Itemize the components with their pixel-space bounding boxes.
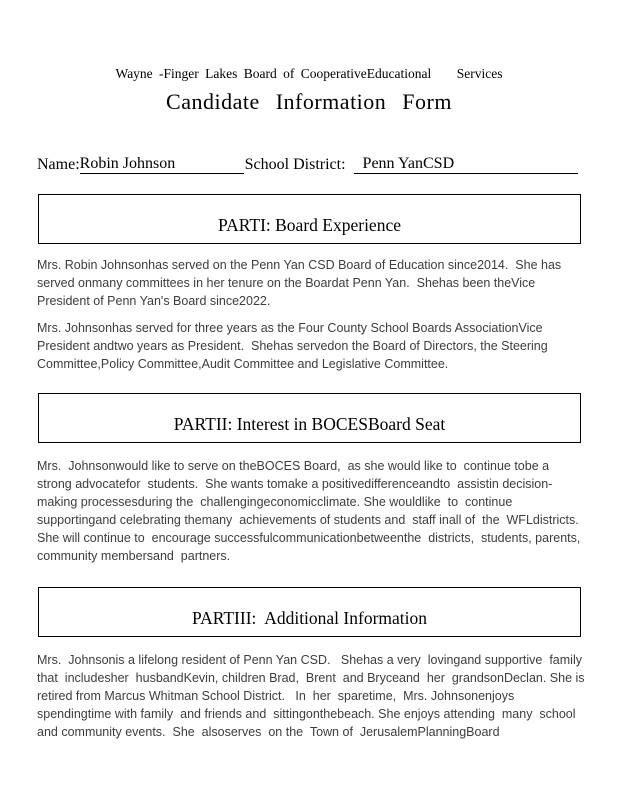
district-label: School District: [244,156,346,173]
paragraph-part3-additional: Mrs. Johnsonis a lifelong resident of Penn Yan CSD. Shehas a very lovingand supportive family that includesher husbandKevin, children Brad, Brent and Bryceand her grandsonDeclan. She is retired from Marcus Whitman School District. In her sparetime, Mrs. Johnsonenjoys spendingtime with family and friends and sittingonthebeach. She enjoys attending many school and community events. She alsoserves on the Town of JerusalemPlanningBoard [37,653,589,739]
paragraph-part1-experience: Mrs. Robin Johnsonhas served on the Penn Yan CSD Board of Education since2014. She has served onmany committees in her tenure on the Boardat Penn Yan. Shehas been theVice President of Penn Yan's Board since2022. [37,258,565,308]
district-field: Penn YanCSD [354,155,578,174]
section-heading-part3: PARTIII: Additional Information [191,608,428,628]
section-heading-box-part3 [38,587,581,637]
organization-name: Wayne -Finger Lakes Board of CooperativeEducational Services [115,66,503,81]
paragraph-part1-association: Mrs. Johnsonhas served for three years as the Four County School Boards AssociationVice President andtwo years as President. Shehas servedon the Board of Directors, the Steering Committee,Policy Committee,Audit Committee and Legislative Committee. [37,321,552,371]
section-heading-part2: PARTII: Interest in BOCESBoard Seat [173,414,446,434]
name-district-row [37,155,618,174]
section-heading-part1: PARTI: Board Experience [218,215,401,235]
document-title: Candidate Information Form [166,89,452,114]
name-label: Name: [37,156,80,173]
section-heading-box-part2 [38,393,581,443]
name-field: Robin Johnson [80,155,244,174]
section-heading-box-part1 [38,194,581,244]
paragraph-part2-interest: Mrs. Johnsonwould like to serve on theBOCES Board, as she would like to continue tobe a strong advocatefor students. She wants tomake a positivedifferenceandto assistin decision- making processesduring the challengingeconomicclimate. She wouldlike to continue supportingand celebrating themany achievements of students and staff inall of the WFLdistricts. She will continue to encourage successfulcommunicationbetweenthe districts, students, parents, community membersand partners. [37,459,588,563]
